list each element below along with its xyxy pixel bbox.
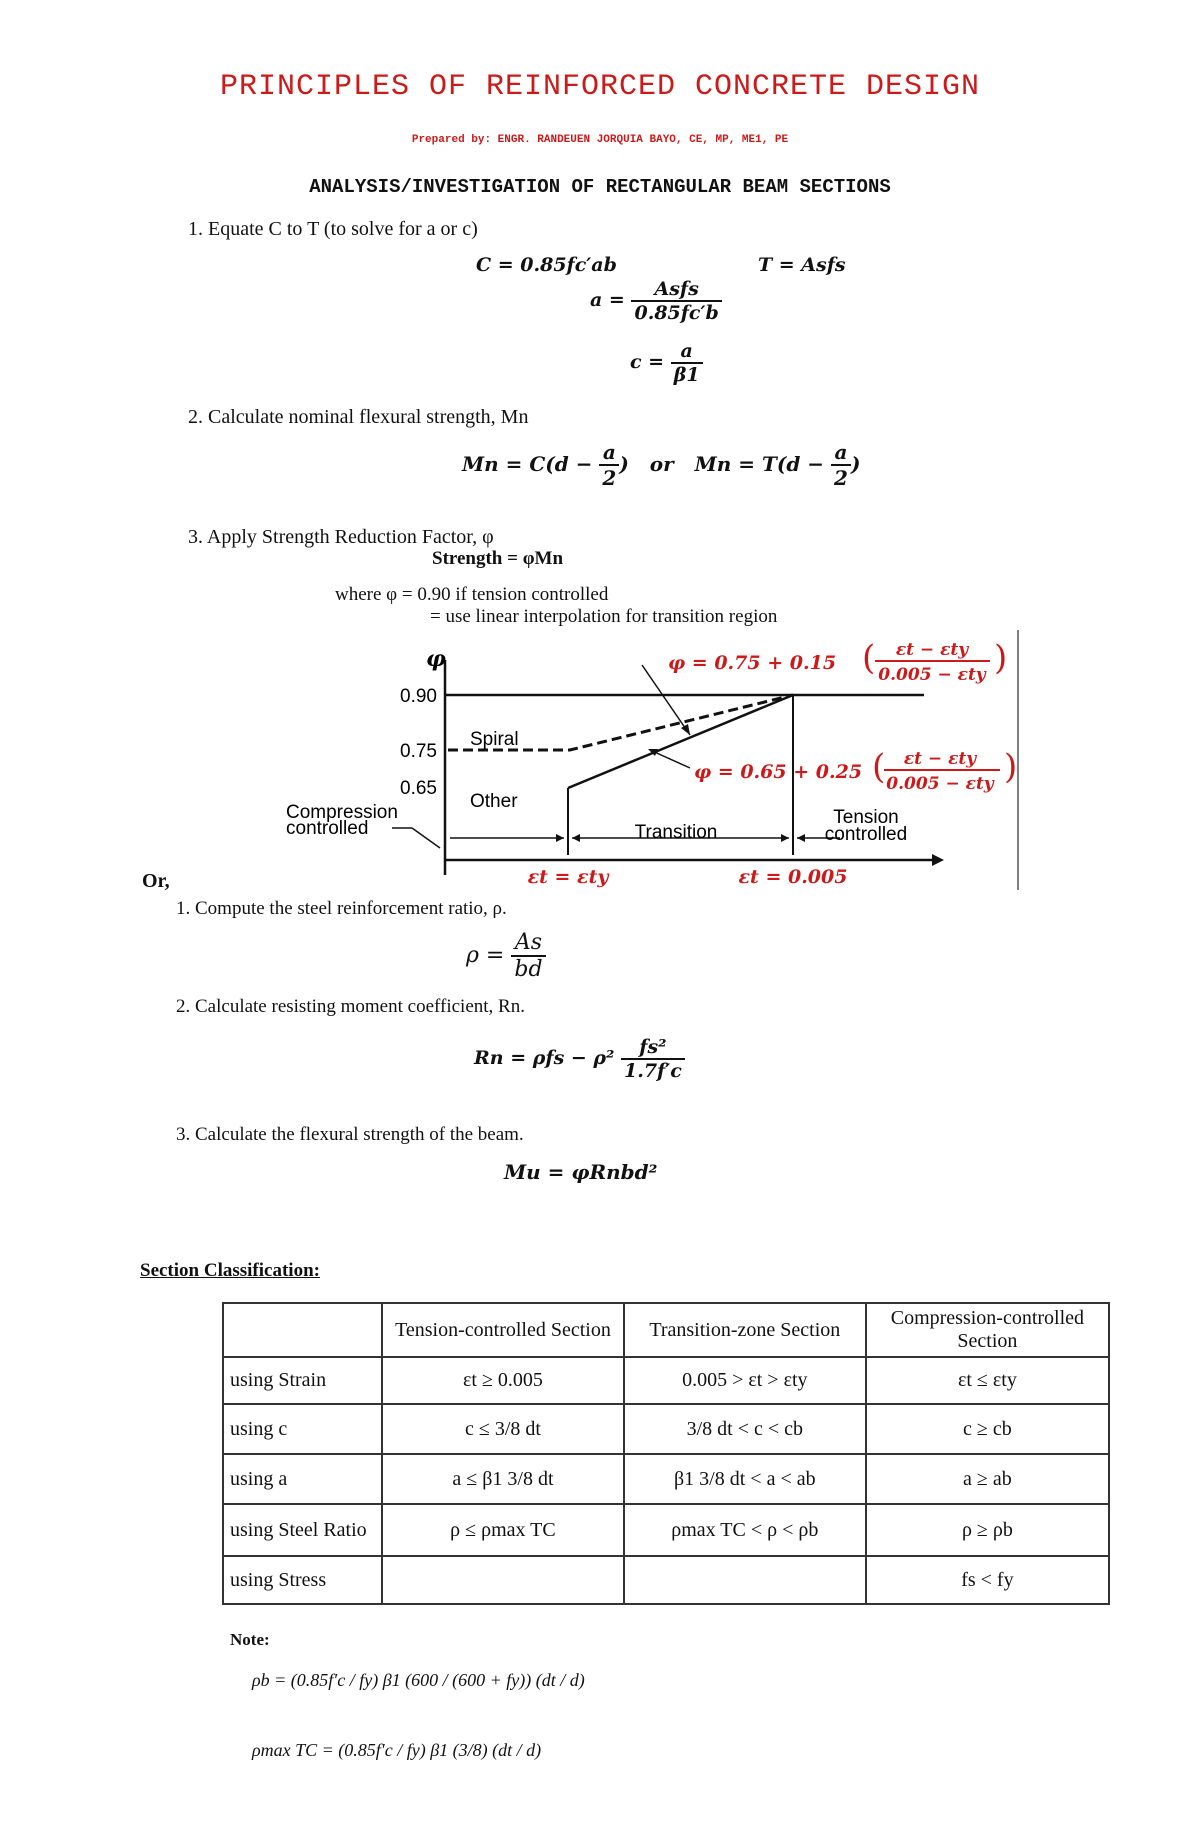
note-rho-b: ρb = (0.85f′c / fy) β1 (600 / (600 + fy)) (dt / d)	[252, 1670, 585, 1690]
m2-step2-heading: 2. Calculate resisting moment coefficient, Rn.	[176, 996, 525, 1017]
eq-compression-force: C = 0.85fc′ab	[476, 254, 617, 276]
eq-c-num: a	[671, 340, 703, 364]
table-header-cell	[223, 1303, 382, 1357]
annot-spiral-num: εt − εty	[895, 640, 969, 660]
eq-tension-force: T = Asfs	[758, 254, 846, 276]
annot-spiral-formula: φ = 0.75 + 0.15	[668, 652, 837, 674]
eq-rho-num: As	[511, 930, 545, 957]
eq-mu: Mu = φRnbd²	[504, 1160, 658, 1184]
eq-c-den: β1	[673, 364, 700, 386]
where-line-1: where φ = 0.90 if tension controlled	[335, 584, 609, 605]
table-cell: a ≤ β1 3/8 dt	[382, 1454, 624, 1504]
eq-a-fraction	[631, 278, 721, 324]
table-row-label: using Stress	[223, 1556, 382, 1604]
table-cell: c ≥ cb	[866, 1404, 1109, 1454]
annot-other-den: 0.005 − εty	[886, 774, 994, 794]
label-transition: Transition	[634, 822, 718, 843]
eq-mn-num-right: a	[831, 440, 851, 466]
table-row	[223, 1556, 1109, 1604]
eq-rn-num: fs²	[621, 1036, 685, 1060]
eq-depth-a	[590, 278, 722, 324]
eq-steel-ratio	[466, 930, 546, 982]
where-line-2: = use linear interpolation for transition region	[430, 606, 778, 627]
x-axis-arrow	[932, 854, 944, 866]
xtick-epsilon-005: εt = 0.005	[738, 866, 848, 888]
table-cell: a ≥ ab	[866, 1454, 1109, 1504]
eq-c-lhs: c =	[630, 351, 665, 373]
eq-rn-fraction	[621, 1036, 685, 1082]
table-cell	[624, 1556, 866, 1604]
annot-other-num: εt − εty	[903, 749, 977, 769]
annot-spiral-den: 0.005 − εty	[878, 665, 986, 685]
eq-a-num: Asfs	[631, 278, 721, 302]
eq-rho-fraction	[511, 930, 545, 982]
table-row-label: using Strain	[223, 1357, 382, 1404]
table-cell: 3/8 dt < c < cb	[624, 1404, 866, 1454]
table-cell: εt ≥ 0.005	[382, 1357, 624, 1404]
table-cell: ρ ≥ ρb	[866, 1504, 1109, 1556]
eq-mn-num-left: a	[599, 440, 619, 466]
table-cell: 0.005 > εt > εty	[624, 1357, 866, 1404]
step2-heading: 2. Calculate nominal flexural strength, Mn	[188, 406, 529, 428]
eq-mn-frac-right	[831, 440, 851, 490]
page-title: PRINCIPLES OF REINFORCED CONCRETE DESIGN	[219, 70, 981, 104]
label-spiral: Spiral	[470, 729, 519, 750]
eq-mn-den-left: 2	[602, 466, 617, 490]
table-row	[223, 1404, 1109, 1454]
svg-text:(: (	[872, 747, 886, 787]
label-compression-2: controlled	[286, 818, 369, 839]
table-row	[223, 1357, 1109, 1404]
phi-interpolation-chart	[0, 620, 1200, 890]
m2-step3-heading: 3. Calculate the flexural strength of the beam.	[176, 1124, 524, 1145]
label-tension-1: Tension	[833, 807, 899, 828]
or-label: Or,	[142, 870, 170, 892]
table-cell: fs < fy	[866, 1556, 1109, 1604]
eq-rn	[474, 1036, 685, 1082]
eq-rho-den: bd	[514, 957, 543, 982]
annot-other-formula: φ = 0.65 + 0.25	[694, 761, 863, 783]
eq-a-den: 0.85fc′b	[634, 302, 719, 324]
table-cell: β1 3/8 dt < a < ab	[624, 1454, 866, 1504]
eq-mn-or: or	[649, 451, 674, 476]
classification-table	[222, 1302, 1110, 1605]
eq-rn-den: 1.7f′c	[624, 1060, 682, 1082]
ytick-0.75: 0.75	[400, 741, 437, 762]
eq-a-lhs: a =	[590, 289, 625, 311]
eq-c-fraction	[671, 340, 703, 386]
prepared-by: Prepared by: ENGR. RANDEUEN JORQUIA BAYO, CE, MP, ME1, PE	[411, 134, 789, 146]
table-cell	[382, 1556, 624, 1604]
table-header-row	[223, 1303, 1109, 1357]
note-label: Note:	[230, 1630, 270, 1649]
label-tension-2: controlled	[824, 824, 908, 845]
table-row-label: using Steel Ratio	[223, 1504, 382, 1556]
eq-mn-left: Mn = C(d −	[462, 451, 593, 476]
eq-rn-lhs: Rn = ρfs − ρ²	[474, 1047, 615, 1069]
label-compression-1: Compression	[286, 802, 398, 823]
step3-heading: 3. Apply Strength Reduction Factor, φ	[188, 526, 494, 548]
table-header-cell: Tension-controlled Section	[382, 1303, 624, 1357]
eq-mn-den-right: 2	[834, 466, 848, 490]
table-cell: c ≤ 3/8 dt	[382, 1404, 624, 1454]
svg-text:(: (	[862, 638, 876, 678]
table-header-cell: Transition-zone Section	[624, 1303, 866, 1357]
table-cell: ρ ≤ ρmax TC	[382, 1504, 624, 1556]
xtick-epsilon-ty: εt = εty	[527, 866, 609, 888]
ytick-0.65: 0.65	[400, 778, 437, 799]
table-row	[223, 1504, 1109, 1556]
eq-mn-right: Mn = T(d −	[694, 451, 825, 476]
eq-mn-frac-left	[599, 440, 619, 490]
ytick-0.90: 0.90	[400, 686, 437, 707]
table-header-cell: Compression-controlled Section	[866, 1303, 1109, 1357]
label-other: Other	[470, 791, 518, 812]
svg-text:): )	[1004, 747, 1018, 787]
table-cell: ρmax TC < ρ < ρb	[624, 1504, 866, 1556]
y-axis-label: φ	[426, 646, 446, 672]
classification-heading: Section Classification:	[140, 1260, 320, 1281]
table-row-label: using a	[223, 1454, 382, 1504]
note-rho-max-tc: ρmax TC = (0.85f′c / fy) β1 (3/8) (dt / d)	[252, 1740, 542, 1760]
m2-step1-heading: 1. Compute the steel reinforcement ratio, ρ.	[176, 898, 507, 919]
strength-equation: Strength = φMn	[432, 548, 564, 569]
eq-rho-lhs: ρ =	[466, 943, 505, 968]
section-title: ANALYSIS/INVESTIGATION OF RECTANGULAR BEAM SECTIONS	[309, 176, 891, 198]
svg-text:): )	[994, 638, 1008, 678]
eq-neutral-axis-c	[630, 340, 703, 386]
step1-heading: 1. Equate C to T (to solve for a or c)	[188, 218, 478, 240]
table-row-label: using c	[223, 1404, 382, 1454]
eq-nominal-moment: Mn = C(d − $\frac{a}{2}$ ) or Mn = T(d − $\frac{a}{2}$ )	[462, 440, 861, 490]
table-row	[223, 1454, 1109, 1504]
table-cell: εt ≤ εty	[866, 1357, 1109, 1404]
